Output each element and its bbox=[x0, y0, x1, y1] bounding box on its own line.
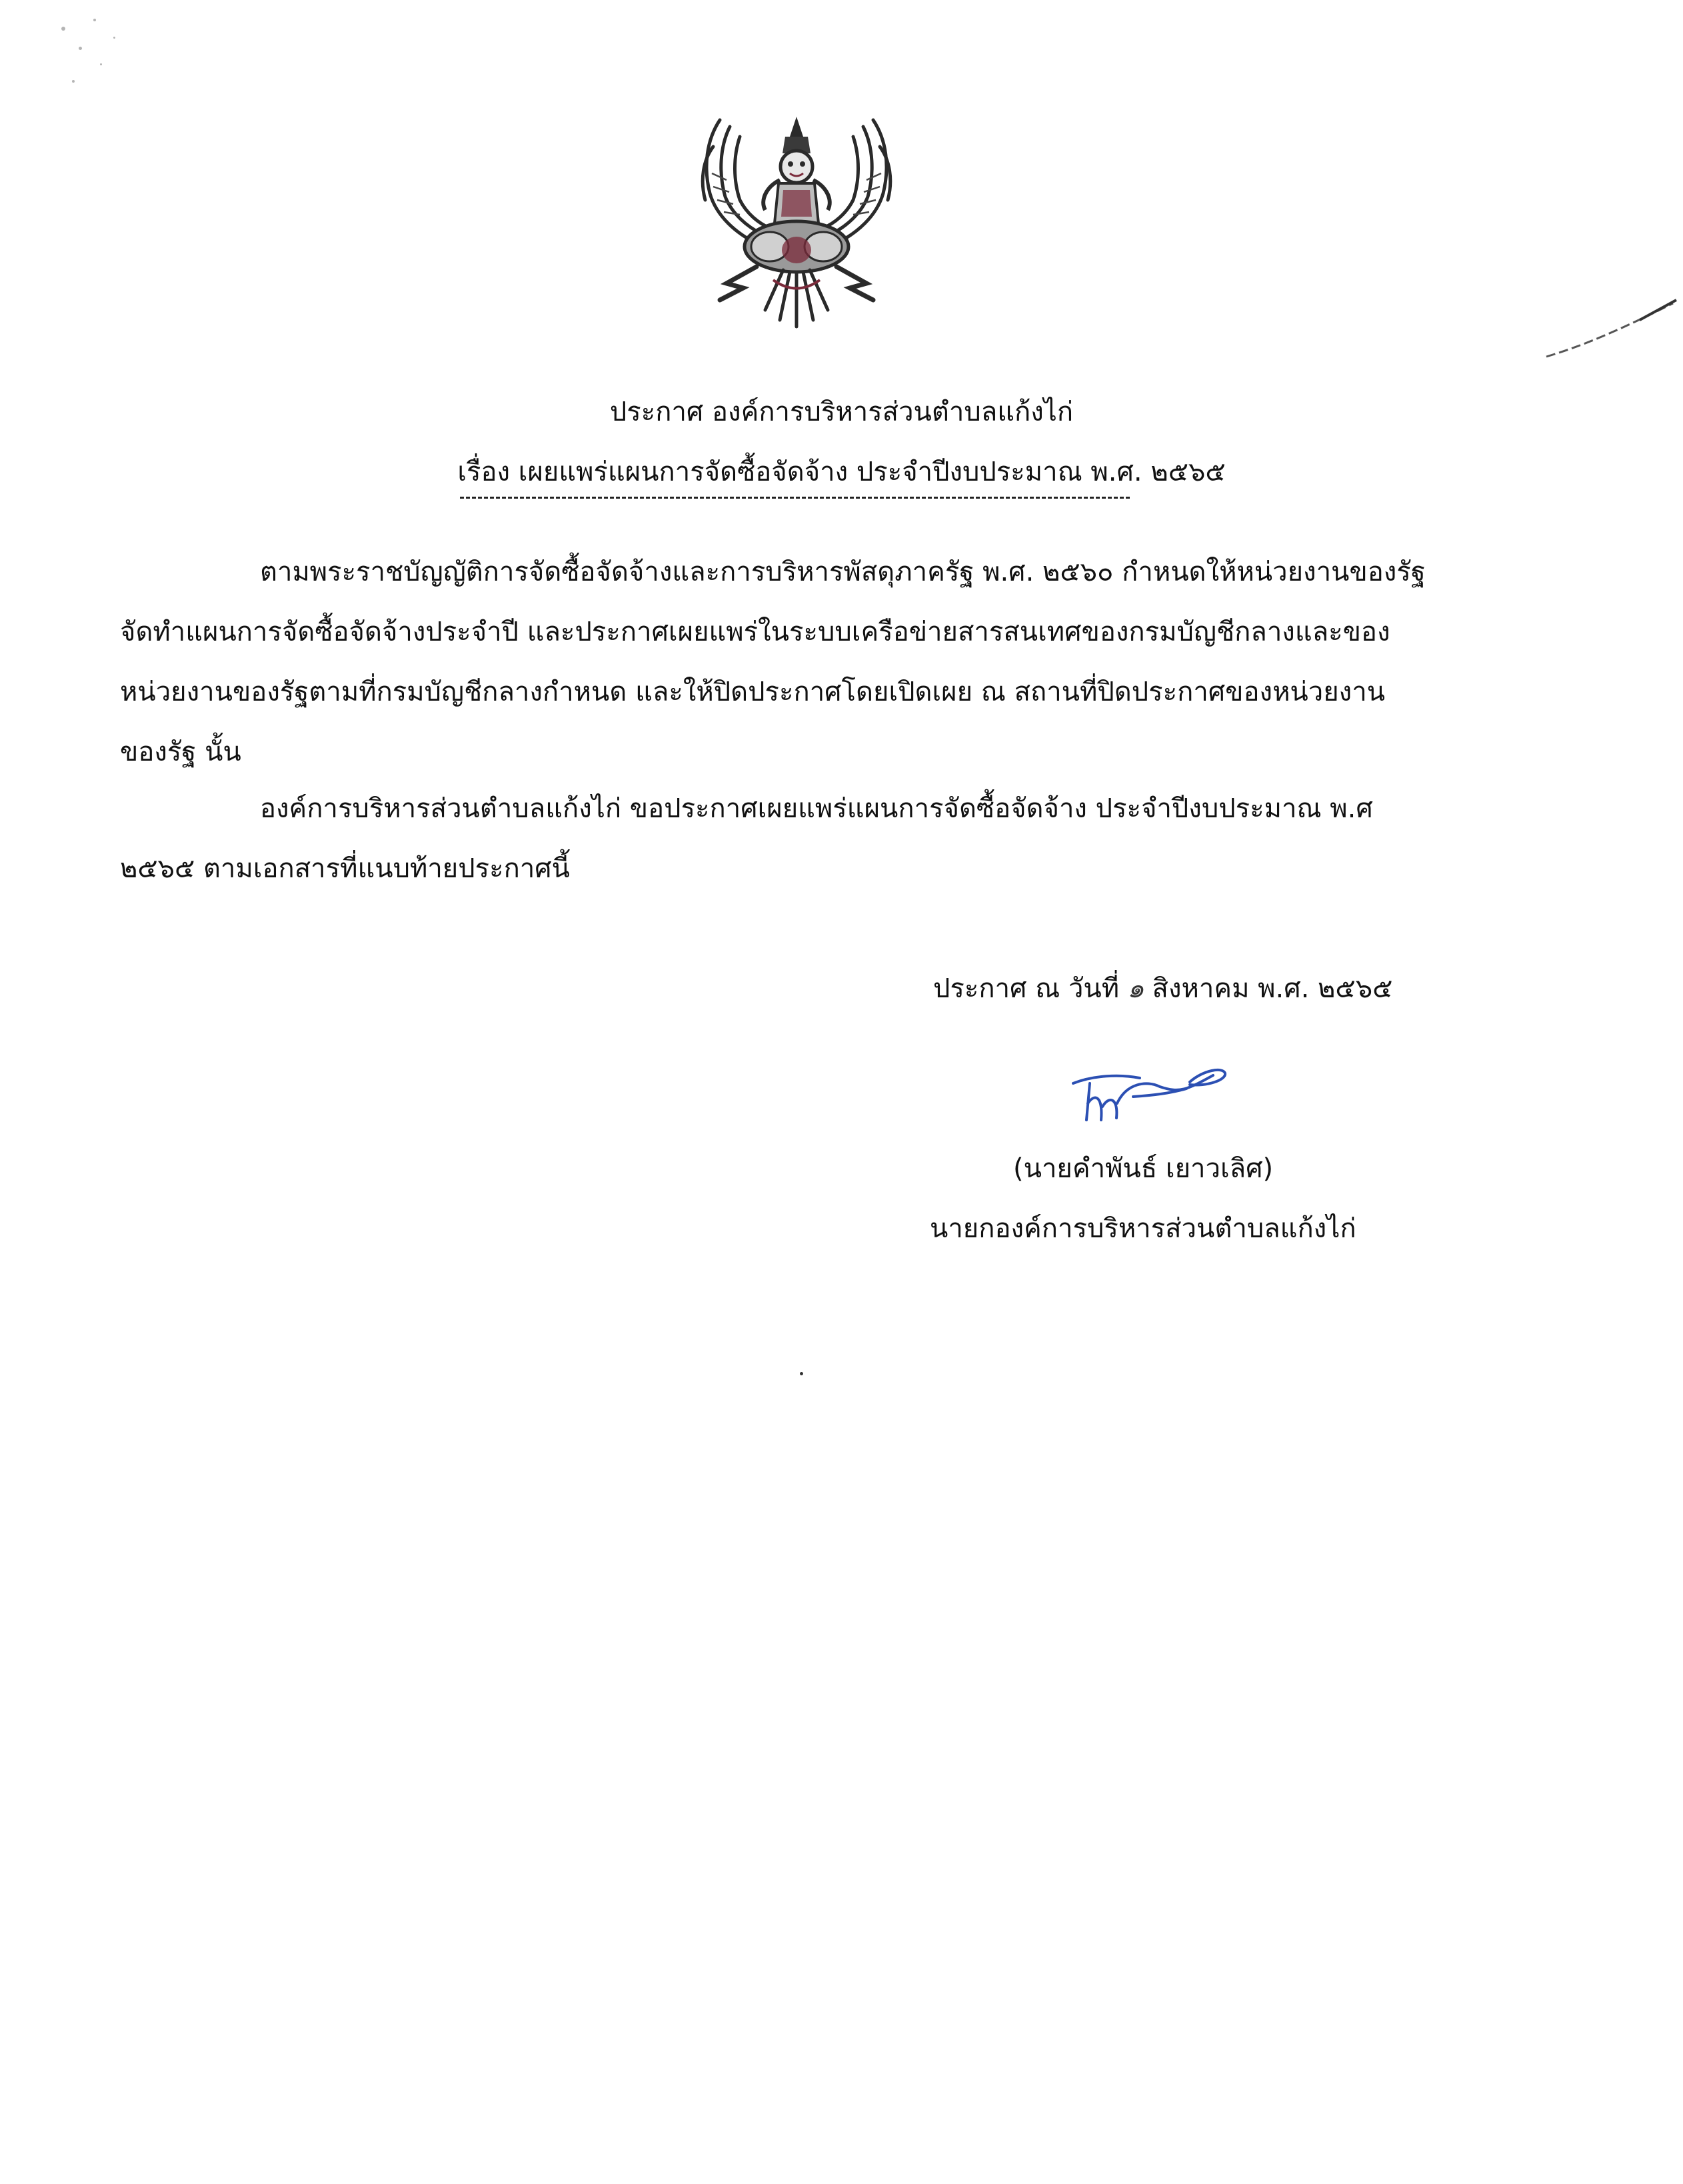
paragraph-line: ตามพระราชบัญญัติการจัดซื้อจัดจ้างและการบริหารพัสดุภาครัฐ พ.ศ. ๒๕๖๐ กำหนดให้หน่วยงานของรัฐ bbox=[260, 557, 1426, 587]
paragraph-line: จัดทำแผนการจัดซื้อจัดจ้างประจำปี และประกาศเผยแพร่ในระบบเครือข่ายสารสนเทศของกรมบัญชีกลางและของ bbox=[120, 617, 1390, 647]
date-prefix: ประกาศ ณ วันที่ bbox=[933, 973, 1120, 1004]
pen-mark bbox=[1540, 293, 1680, 367]
scan-speck bbox=[93, 19, 96, 21]
scan-speck bbox=[61, 27, 65, 31]
scan-dot bbox=[800, 1372, 803, 1375]
date-month-year: สิงหาคม พ.ศ. ๒๕๖๕ bbox=[1152, 973, 1393, 1004]
paragraph-line: ของรัฐ นั้น bbox=[120, 737, 241, 767]
title-divider bbox=[460, 497, 1130, 499]
announcement-date bbox=[933, 967, 1392, 1009]
scan-speck bbox=[100, 63, 102, 65]
paragraph-line: องค์การบริหารส่วนตำบลแก้งไก่ ขอประกาศเผยแพร่แผนการจัดซื้อจัดจ้าง ประจำปีงบประมาณ พ.ศ bbox=[260, 793, 1373, 824]
scan-speck bbox=[72, 80, 75, 83]
paragraph-line: ๒๕๖๕ ตามเอกสารที่แนบท้ายประกาศนี้ bbox=[120, 853, 571, 884]
handwritten-signature bbox=[1053, 1057, 1233, 1130]
garuda-emblem-icon bbox=[680, 107, 913, 340]
signer-name: (นายคำพันธ์ เยาวเลิศ) bbox=[1013, 1153, 1274, 1184]
paragraph-line: หน่วยงานของรัฐตามที่กรมบัญชีกลางกำหนด และให้ปิดประกาศโดยเปิดเผย ณ สถานที่ปิดประกาศของหน่วยงาน bbox=[120, 677, 1386, 707]
date-day: ๑ bbox=[1127, 973, 1144, 1004]
scan-speck bbox=[113, 37, 115, 39]
scan-speck bbox=[79, 47, 82, 50]
announcement-title: ประกาศ องค์การบริหารส่วนตำบลแก้งไก่ bbox=[609, 397, 1074, 427]
announcement-subject: เรื่อง เผยแพร่แผนการจัดซื้อจัดจ้าง ประจำปีงบประมาณ พ.ศ. ๒๕๖๕ bbox=[457, 457, 1226, 487]
signer-position: นายกองค์การบริหารส่วนตำบลแก้งไก่ bbox=[930, 1213, 1356, 1244]
